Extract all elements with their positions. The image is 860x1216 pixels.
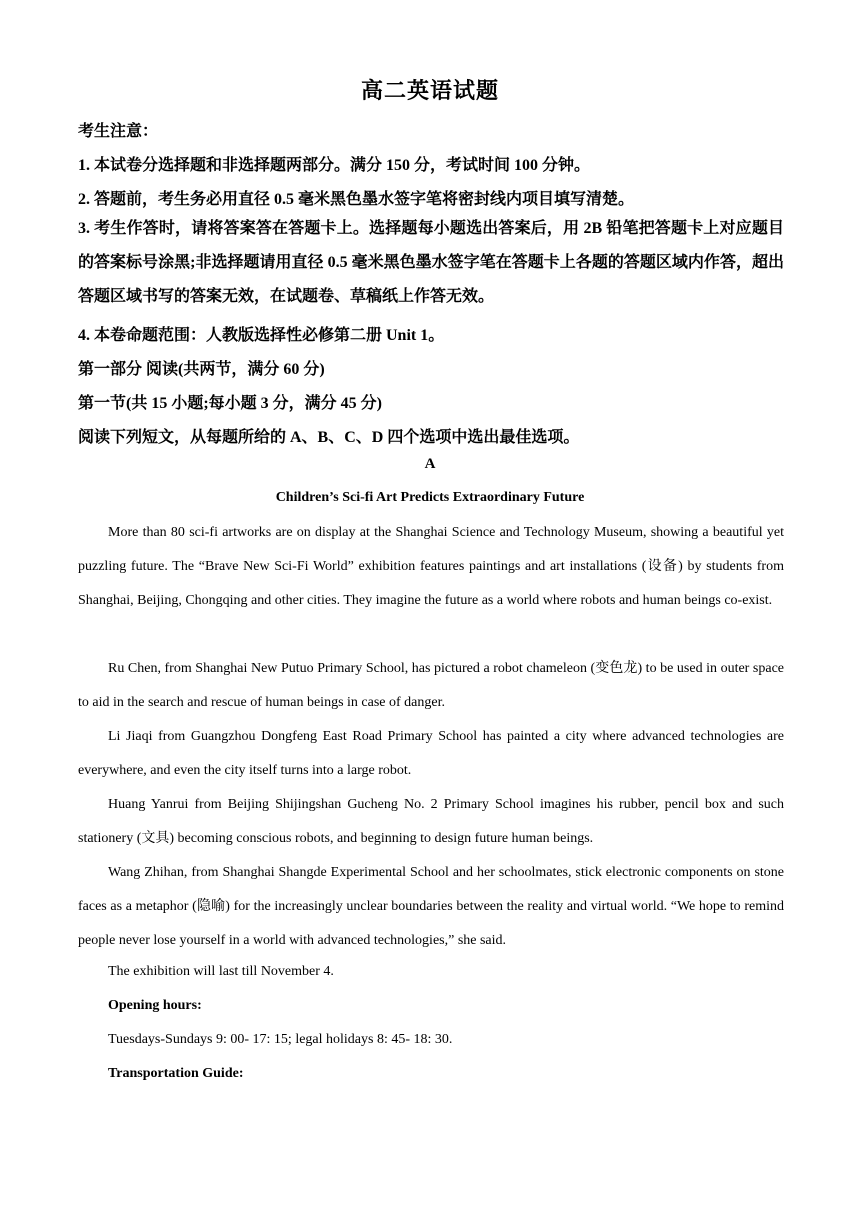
passage-label: A bbox=[424, 456, 436, 472]
reading-instruction: 阅读下列短文，从每题所给的 A、B、C、D 四个选项中选出最佳选项。 bbox=[78, 429, 580, 446]
transportation-guide-label: Transportation Guide: bbox=[108, 1066, 244, 1081]
notice-heading: 考生注意： bbox=[78, 123, 159, 140]
notice-item-2: 2. 答题前，考生务必用直径 0.5 毫米黑色墨水签字笔将密封线内项目填写清楚。 bbox=[78, 191, 635, 208]
opening-hours-label: Opening hours: bbox=[108, 998, 202, 1013]
page-title: 高二英语试题 bbox=[360, 78, 499, 103]
exhibition-end-date: The exhibition will last till November 4. bbox=[108, 964, 334, 979]
passage-paragraph-4: Huang Yanrui from Beijing Shijingshan Gucheng No. 2 Primary School imagines his rubber, pencil box and such stationery (文具) becoming conscious robots, and beginning to design future human beings. bbox=[78, 797, 784, 846]
passage-title: Children’s Sci-fi Art Predicts Extraordinary Future bbox=[275, 490, 585, 505]
passage-paragraph-1: More than 80 sci-fi artworks are on display at the Shanghai Science and Technology Museum, showing a beautiful yet puzzling future. The “Brave New Sci-Fi World” exhibition features paintings and art installations (设备) by students from Shanghai, Beijing, Chongqing and other cities. They imagine the future as a world where robots and human beings co-exist. bbox=[78, 525, 784, 608]
passage-paragraph-3: Li Jiaqi from Guangzhou Dongfeng East Road Primary School has painted a city where advanced technologies are everywhere, and even the city itself turns into a large robot. bbox=[78, 729, 784, 778]
opening-hours-text: Tuesdays-Sundays 9: 00- 17: 15; legal holidays 8: 45- 18: 30. bbox=[108, 1032, 453, 1047]
notice-item-4: 4. 本卷命题范围：人教版选择性必修第二册 Unit 1。 bbox=[78, 327, 445, 344]
notice-item-1: 1. 本试卷分选择题和非选择题两部分。满分 150 分，考试时间 100 分钟。 bbox=[78, 157, 591, 174]
part-heading: 第一部分 阅读(共两节，满分 60 分) bbox=[78, 361, 325, 378]
passage-paragraph-5: Wang Zhihan, from Shanghai Shangde Experimental School and her schoolmates, stick electronic components on stone faces as a metaphor (隐喻) for the increasingly unclear boundaries between the reality and virtual world. “We hope to remind people never lose yourself in a world with advanced technologies,” she said. bbox=[78, 865, 784, 948]
passage-paragraph-2: Ru Chen, from Shanghai New Putuo Primary School, has pictured a robot chameleon (变色龙) to be used in outer space to aid in the search and rescue of human beings in case of danger. bbox=[78, 661, 784, 710]
section-heading: 第一节(共 15 小题;每小题 3 分，满分 45 分) bbox=[78, 395, 382, 412]
notice-item-3: 3. 考生作答时，请将答案答在答题卡上。选择题每小题选出答案后，用 2B 铅笔把答题卡上对应题目的答案标号涂黑;非选择题请用直径 0.5 毫米黑色墨水签字笔在答题卡上各题的答题区域内作答，超出答题区域书写的答案无效，在试题卷、草稿纸上作答无效。 bbox=[78, 220, 784, 305]
